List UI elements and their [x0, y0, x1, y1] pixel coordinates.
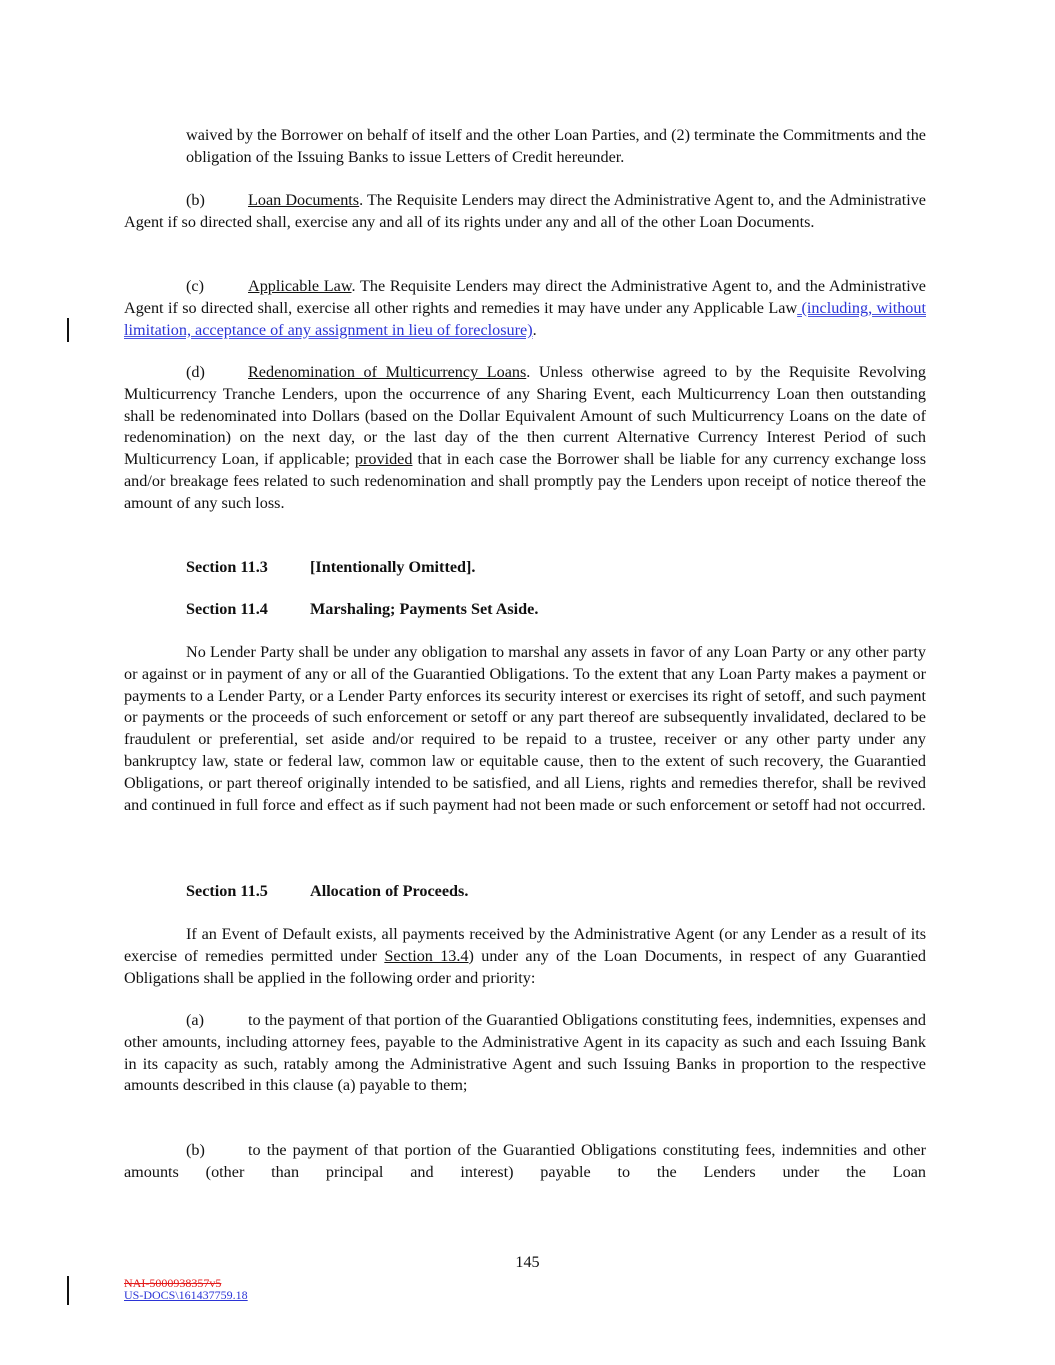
document-id-footer: [124, 1277, 248, 1301]
clause-end: .: [532, 320, 537, 339]
paragraph-text: If an Event of Default exists, all payments received by the Administrative Agent (or any Lender as a result of its exercise of remedies permitted under: [124, 925, 926, 965]
section-heading-11-4: [186, 599, 538, 621]
section-title: Allocation of Proceeds.: [310, 882, 469, 900]
clause-label: (c): [186, 277, 204, 295]
clause-heading: Loan Documents: [248, 191, 360, 209]
paragraph-allocation: [124, 924, 926, 989]
section-heading-11-3: [186, 557, 475, 579]
clause-label: (a): [186, 1011, 204, 1029]
clause-text: to the payment of that portion of the Guarantied Obligations constituting fees, indemnities, expenses and other amounts, including attorney fees, payable to the Administrative Agent in its capacity as such and each Issuing Bank in its capacity as such, ratably among the Administrative Agent and such Issuing Banks in proportion to the respective amounts described in this clause (a) payable to them;: [124, 1011, 926, 1095]
paragraph-applicable-law: [124, 276, 926, 341]
paragraph-text: ) under any of the Loan Documents, in respect of any Guarantied Obligations shall be applied in the following order and priority:: [124, 946, 926, 987]
clause-label: (b): [186, 1141, 205, 1159]
section-number: Section 11.3: [186, 558, 268, 576]
paragraph-redenomination: [124, 362, 926, 515]
paragraph-continuation: waived by the Borrower on behalf of itself and the other Loan Parties, and (2) terminate the Commitments and the obligation of the Issuing Banks to issue Letters of Credit hereunder.: [186, 126, 926, 166]
clause-heading: Applicable Law: [248, 277, 352, 295]
section-title: Marshaling; Payments Set Aside.: [310, 600, 539, 618]
clause-label: (d): [186, 363, 205, 381]
section-number: Section 11.4: [186, 600, 268, 618]
page-number: 145: [515, 1253, 540, 1271]
section-reference: Section 13.4: [384, 946, 469, 965]
section-number: Section 11.5: [186, 882, 268, 900]
clause-text: to the payment of that portion of the Guarantied Obligations constituting fees, indemnities and other amounts (other than principal and interest) payable to the Lenders under the Loan: [124, 1141, 926, 1181]
deleted-document-id: NAI-5000938357v5: [124, 1276, 222, 1290]
change-bar: [67, 318, 69, 342]
provided-term: provided: [354, 450, 413, 469]
clause-label: (b): [186, 191, 205, 209]
tracked-insertion: (including, without limitation, acceptance of any assignment in lieu of foreclosure): [124, 298, 926, 339]
section-title: [Intentionally Omitted].: [310, 558, 476, 576]
inserted-document-id: US-DOCS\161437759.18: [124, 1288, 248, 1302]
clause-text: . The Requisite Lenders may direct the Administrative Agent to, and the Administrative Agent if so directed shall, exercise all other rights and remedies it may have under any Applicable Law: [124, 277, 926, 317]
clause-text: . Unless otherwise agreed to by the Requisite Revolving Multicurrency Tranche Lenders, upon the occurrence of any Sharing Event, each Multicurrency Loan then outstanding shall be redenominated into Dollars (based on the Dollar Equivalent Amount of such Multicurrency Loans on the date of redenomination) on the next day, or the last day of the then current Alternative Currency Interest Period of such Multicurrency Loan, if applicable;: [124, 363, 927, 469]
paragraph-marshaling: No Lender Party shall be under any obligation to marshal any assets in favor of any Loan Party or any other party or against or in payment of any or all of the Guarantied Obligations. To the extent that any Loan Party makes a payment or payments to a Lender Party, or a Lender Party enforces its security interest or exercises its right of setoff, and such payment or payments or the proceeds of such enforcement or setoff or any part thereof are subsequently invalidated, declared to be fraudulent or preferential, set aside and/or required to be repaid to a trustee, receiver or any other party under any bankruptcy law, state or federal law, common law or equitable cause, then to the extent of such recovery, the Guarantied Obligations, or part thereof originally intended to be satisfied, and all Liens, rights and remedies therefor, shall be revived and continued in full force and effect as if such payment had not been made or such enforcement or setoff had not occurred.: [124, 643, 926, 814]
section-heading-11-5: [186, 881, 468, 903]
clause-text: . The Requisite Lenders may direct the Administrative Agent to, and the Administrative Agent if so directed shall, exercise any and all of its rights under any and all of the other Loan Documents.: [124, 191, 926, 231]
paragraph-allocation-b: [124, 1140, 926, 1184]
change-bar: [67, 1276, 69, 1305]
paragraph-allocation-a: [124, 1010, 926, 1097]
clause-heading: Redenomination of Multicurrency Loans: [248, 363, 527, 381]
clause-text: that in each case the Borrower shall be liable for any currency exchange loss and/or breakage fees related to such redenomination and shall promptly pay the Lenders upon receipt of notice thereof the amount of any such loss.: [124, 450, 926, 512]
paragraph-loan-documents: [124, 190, 926, 234]
